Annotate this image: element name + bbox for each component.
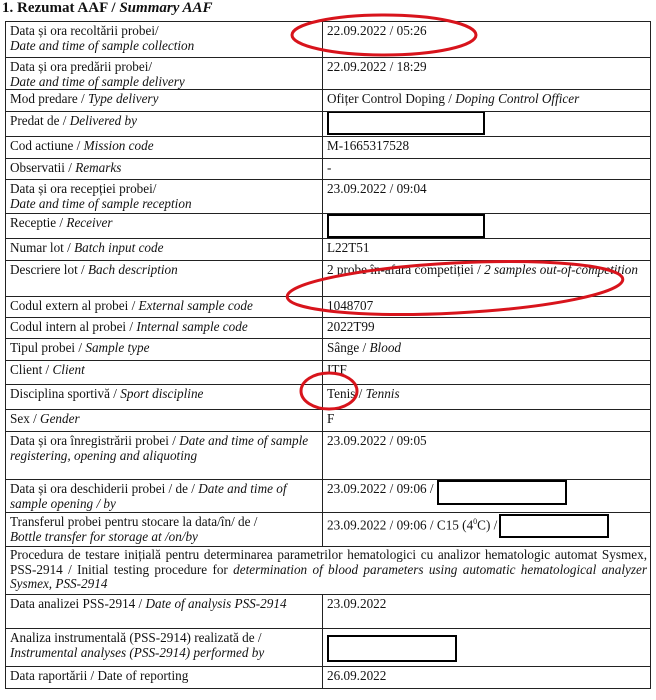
row-reception-time <box>6 180 651 214</box>
label-cell <box>6 318 323 339</box>
row-reporting <box>6 667 651 689</box>
label-ro: Observatii / <box>10 160 76 175</box>
label-en: Client <box>52 362 85 377</box>
collection-value: 22.09.2022 / 05:26 <box>327 23 427 38</box>
gender-value: F <box>327 411 335 426</box>
delivery-time-value: 22.09.2022 / 18:29 <box>327 59 427 74</box>
redaction-box <box>437 480 567 505</box>
label-en: Gender <box>40 411 80 426</box>
value-en: Tennis <box>365 386 400 401</box>
label-en: Sample type <box>85 340 150 355</box>
label-cell <box>6 137 323 159</box>
label-ro: Numar lot / <box>10 240 75 255</box>
transfer-value-unit: C) / <box>477 517 498 533</box>
row-analysis-date <box>6 595 651 629</box>
row-internal-code <box>6 318 651 339</box>
value-en: Doping Control Officer <box>455 91 580 106</box>
label-cell <box>6 385 323 410</box>
label-ro: Predat de / <box>10 113 70 128</box>
row-batch-input <box>6 239 651 261</box>
label-en: Bach description <box>88 262 178 277</box>
label-cell <box>6 261 323 297</box>
procedure-en: determination of blood parameters using automatic hematological analyzer Sysmex, PSS-2914 <box>10 561 647 591</box>
external-code-value: 1048707 <box>327 298 374 313</box>
label-en: Date and time of sample delivery <box>10 74 185 89</box>
redaction-box <box>327 112 485 136</box>
label-cell <box>6 112 323 137</box>
value-cell <box>323 180 651 214</box>
row-delivered-by <box>6 112 651 137</box>
summary-table <box>5 21 651 689</box>
label-cell <box>6 214 323 239</box>
label-en: Batch input code <box>74 240 164 255</box>
label-ro: Sex / <box>10 411 41 426</box>
label-ro: Analiza instrumentală (PSS-2914) realizată de / <box>10 630 262 645</box>
label-ro: Mod predare / <box>10 91 88 106</box>
row-gender <box>6 410 651 432</box>
label-cell <box>6 480 323 513</box>
value-cell <box>323 629 651 667</box>
label-ro: Codul intern al probei / <box>10 319 137 334</box>
label-ro: Descriere lot / <box>10 262 88 277</box>
label-ro: Cod actiune / <box>10 138 84 153</box>
heading-en: Summary AAF <box>119 0 213 16</box>
row-receiver <box>6 214 651 239</box>
label-cell <box>6 629 323 667</box>
transfer-value: 23.09.2022 / 09:06 / C15 (4 <box>327 517 474 533</box>
value-cell <box>323 595 651 629</box>
value-cell <box>323 297 651 318</box>
value-cell <box>323 137 651 159</box>
label-ro: Tipul probei / <box>10 340 86 355</box>
label-en: Bottle transfer for storage at /on/by <box>10 529 198 544</box>
value-cell <box>323 318 651 339</box>
label-en: Remarks <box>75 160 122 175</box>
row-external-code <box>6 297 651 318</box>
value-en: 2 samples out-of-competition <box>484 262 638 277</box>
label-ro: Data și ora recoltării probei/ <box>10 23 159 38</box>
row-procedure <box>6 547 651 595</box>
row-instrumental <box>6 629 651 667</box>
value-cell <box>323 159 651 180</box>
registering-value: 23.09.2022 / 09:05 <box>327 433 427 448</box>
label-en: Date and time of sample registering, opening and aliquoting <box>10 433 309 463</box>
label-ro: Data și ora predării probei/ <box>10 59 153 74</box>
row-discipline <box>6 385 651 410</box>
row-delivery-time <box>6 58 651 90</box>
reporting-label: Data raportării / Date of reporting <box>10 668 189 683</box>
value-cell <box>323 58 651 90</box>
value-cell <box>323 513 651 547</box>
label-en: Date of analysis PSS-2914 <box>145 596 287 611</box>
batch-input-value: L22T51 <box>327 240 370 255</box>
value-cell <box>323 90 651 112</box>
label-en: Date and time of sample reception <box>10 196 192 211</box>
label-en: Instrumental analyses (PSS-2914) performed by <box>10 645 265 660</box>
label-en: Delivered by <box>69 113 137 128</box>
label-ro: Data și ora înregistrării probei / <box>10 433 180 448</box>
client-value: ITF <box>327 362 347 377</box>
label-ro: Codul extern al probei / <box>10 298 139 313</box>
label-cell <box>6 239 323 261</box>
row-registering <box>6 432 651 480</box>
value-cell <box>323 667 651 689</box>
label-ro: Data și ora deschiderii probei / de / <box>10 481 199 496</box>
row-remarks <box>6 159 651 180</box>
label-ro: Data și ora recepției probei/ <box>10 181 157 196</box>
row-batch-description <box>6 261 651 297</box>
label-ro: Disciplina sportivă / <box>10 386 121 401</box>
value-en: Blood <box>369 340 402 355</box>
opening-value: 23.09.2022 / 09:06 / <box>327 481 434 496</box>
label-en: Receiver <box>66 215 113 230</box>
label-ro: Data analizei PSS-2914 / <box>10 596 146 611</box>
label-cell <box>6 667 323 689</box>
label-en: Date and time of sample opening / by <box>10 481 287 511</box>
row-sample-type <box>6 339 651 361</box>
reporting-value: 26.09.2022 <box>327 668 387 683</box>
label-cell <box>6 595 323 629</box>
label-cell <box>6 432 323 480</box>
label-en: Sport discipline <box>120 386 204 401</box>
remarks-value: - <box>327 160 332 175</box>
label-en: External sample code <box>138 298 253 313</box>
row-mission <box>6 137 651 159</box>
value-cell <box>323 410 651 432</box>
procedure-cell <box>6 547 651 595</box>
label-cell <box>6 22 323 58</box>
redaction-box <box>499 514 609 538</box>
label-cell <box>6 410 323 432</box>
label-cell <box>6 159 323 180</box>
label-cell <box>6 58 323 90</box>
label-en: Date and time of sample collection <box>10 38 195 53</box>
redaction-box <box>327 635 457 662</box>
row-transfer <box>6 513 651 547</box>
redaction-box <box>327 214 485 238</box>
label-cell <box>6 361 323 385</box>
label-cell <box>6 297 323 318</box>
value-ro: Tenis / <box>327 386 366 401</box>
internal-code-value: 2022T99 <box>327 319 375 334</box>
value-cell <box>323 432 651 480</box>
label-en: Internal sample code <box>136 319 248 334</box>
label-cell <box>6 90 323 112</box>
value-cell <box>323 361 651 385</box>
row-opening <box>6 480 651 513</box>
value-cell <box>323 112 651 137</box>
row-collection <box>6 22 651 58</box>
value-cell <box>323 22 651 58</box>
label-en: Type delivery <box>88 91 159 106</box>
reception-time-value: 23.09.2022 / 09:04 <box>327 181 427 196</box>
label-cell <box>6 339 323 361</box>
label-ro: Receptie / <box>10 215 67 230</box>
value-cell <box>323 214 651 239</box>
procedure-ro: Procedura de testare inițială pentru determinarea parametrilor hematologici cu analizor hematologic automat Sysmex, PSS-2914 / Initial testing procedure for <box>10 547 647 577</box>
heading-ro: 1. Rezumat AAF / <box>2 0 120 16</box>
value-cell <box>323 261 651 297</box>
row-client <box>6 361 651 385</box>
mission-value: M-1665317528 <box>327 138 410 153</box>
value-ro: 2 probe în-afara competiției / <box>327 262 485 277</box>
value-cell <box>323 239 651 261</box>
value-cell <box>323 480 651 513</box>
value-cell <box>323 385 651 410</box>
label-cell <box>6 180 323 214</box>
value-ro: Ofițer Control Doping / <box>327 91 456 106</box>
value-ro: Sânge / <box>327 340 370 355</box>
value-cell <box>323 339 651 361</box>
row-delivery-type <box>6 90 651 112</box>
label-ro: Transferul probei pentru stocare la data/în/ de / <box>10 514 258 529</box>
analysis-date-value: 23.09.2022 <box>327 596 387 611</box>
degree-superscript: 0 <box>473 517 478 526</box>
section-heading <box>2 0 213 17</box>
label-en: Mission code <box>83 138 154 153</box>
label-ro: Client / <box>10 362 53 377</box>
label-cell <box>6 513 323 547</box>
